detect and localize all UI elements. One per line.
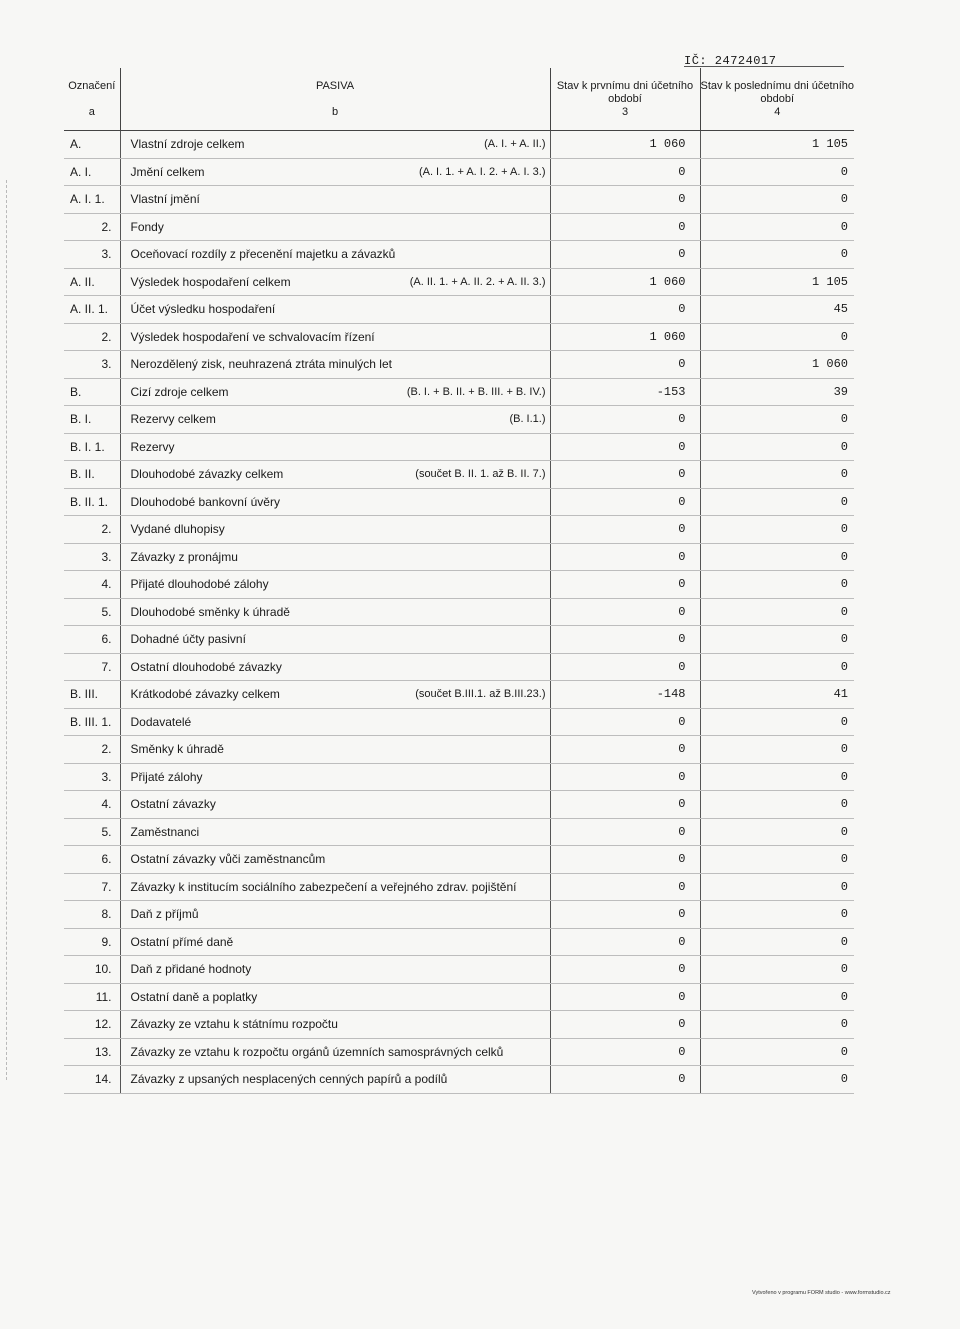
row-formula: (součet B.III.1. až B.III.23.): [415, 688, 546, 701]
row-label: Dlouhodobé závazky celkem: [130, 467, 284, 482]
ico-number: IČ: 24724017: [684, 54, 777, 68]
row-designation: B. I. 1.: [64, 433, 120, 461]
table-row: [64, 241, 854, 269]
table-row: [64, 296, 854, 324]
row-closing-value: 0: [700, 213, 854, 241]
table-row: [64, 131, 854, 159]
row-closing-value: 1 060: [700, 351, 854, 379]
table-row: [64, 543, 854, 571]
row-opening-value: 1 060: [550, 131, 700, 159]
row-label: Dlouhodobé směnky k úhradě: [130, 604, 290, 619]
row-description: [120, 571, 550, 599]
table-row: [64, 736, 854, 764]
table-row: [64, 791, 854, 819]
row-label: Směnky k úhradě: [130, 742, 224, 757]
row-label: Závazky z upsaných nesplacených cenných papírů a podílů: [130, 1072, 448, 1087]
row-designation: 5.: [64, 598, 120, 626]
row-designation: 13.: [64, 1038, 120, 1066]
row-label: Ostatní přímé daně: [130, 934, 234, 949]
row-designation: 2.: [64, 736, 120, 764]
row-opening-value: 0: [550, 1011, 700, 1039]
row-description: [120, 983, 550, 1011]
row-designation: 4.: [64, 791, 120, 819]
row-label: Zaměstnanci: [130, 824, 200, 839]
row-designation: 12.: [64, 1011, 120, 1039]
table-row: [64, 653, 854, 681]
row-opening-value: 1 060: [550, 268, 700, 296]
row-closing-value: 0: [700, 461, 854, 489]
table-row: [64, 406, 854, 434]
row-designation: A.: [64, 131, 120, 159]
row-label: Nerozdělený zisk, neuhrazená ztráta minulých let: [130, 357, 392, 372]
row-closing-value: 0: [700, 1066, 854, 1094]
row-label: Výsledek hospodaření celkem: [130, 274, 291, 289]
row-designation: 3.: [64, 351, 120, 379]
row-label: Dodavatelé: [130, 714, 192, 729]
row-description: [120, 1066, 550, 1094]
row-closing-value: 0: [700, 901, 854, 929]
row-opening-value: 0: [550, 1038, 700, 1066]
row-label: Fondy: [130, 219, 164, 234]
form-software-footer: Vytvořeno v programu FORM studio - www.formstudio.cz: [752, 1290, 891, 1296]
row-description: [120, 186, 550, 214]
header-closing-balance: Stav k poslednímu dni účetního období 4: [700, 68, 854, 131]
row-opening-value: 0: [550, 241, 700, 269]
row-label: Jmění celkem: [130, 164, 205, 179]
header-opening-balance: Stav k prvnímu dni účetního období 3: [550, 68, 700, 131]
row-closing-value: 0: [700, 708, 854, 736]
row-closing-value: 41: [700, 681, 854, 709]
row-opening-value: 0: [550, 1066, 700, 1094]
row-label: Ostatní závazky vůči zaměstnancům: [130, 852, 326, 867]
row-opening-value: 0: [550, 791, 700, 819]
row-description: [120, 653, 550, 681]
row-designation: B. III. 1.: [64, 708, 120, 736]
row-description: [120, 296, 550, 324]
row-label: Účet výsledku hospodaření: [130, 302, 276, 317]
row-description: [120, 516, 550, 544]
row-label: Rezervy: [130, 439, 175, 454]
row-closing-value: 0: [700, 818, 854, 846]
row-description: [120, 791, 550, 819]
row-label: Závazky z pronájmu: [130, 549, 238, 564]
row-description: [120, 488, 550, 516]
row-designation: B. II.: [64, 461, 120, 489]
row-designation: 7.: [64, 653, 120, 681]
row-closing-value: 0: [700, 791, 854, 819]
row-opening-value: 0: [550, 736, 700, 764]
row-label: Oceňovací rozdíly z přecenění majetku a závazků: [130, 247, 396, 262]
row-label: Ostatní závazky: [130, 797, 216, 812]
row-description: [120, 1038, 550, 1066]
table-row: [64, 928, 854, 956]
row-closing-value: 0: [700, 928, 854, 956]
row-description: [120, 543, 550, 571]
row-designation: 3.: [64, 543, 120, 571]
row-designation: 6.: [64, 846, 120, 874]
row-formula: (součet B. II. 1. až B. II. 7.): [415, 468, 546, 481]
row-designation: 14.: [64, 1066, 120, 1094]
row-closing-value: 0: [700, 543, 854, 571]
row-opening-value: 0: [550, 763, 700, 791]
row-description: [120, 268, 550, 296]
row-opening-value: 0: [550, 928, 700, 956]
row-closing-value: 0: [700, 488, 854, 516]
row-closing-value: 0: [700, 1011, 854, 1039]
row-closing-value: 0: [700, 598, 854, 626]
row-description: [120, 736, 550, 764]
row-description: [120, 873, 550, 901]
row-description: [120, 626, 550, 654]
table-row: [64, 213, 854, 241]
table-row: [64, 626, 854, 654]
row-closing-value: 0: [700, 241, 854, 269]
table-row: [64, 873, 854, 901]
row-opening-value: 0: [550, 461, 700, 489]
row-label: Výsledek hospodaření ve schvalovacím řízení: [130, 329, 375, 344]
table-header-row: [64, 68, 854, 131]
row-designation: 2.: [64, 516, 120, 544]
row-opening-value: 0: [550, 873, 700, 901]
row-label: Daň z přidané hodnoty: [130, 962, 252, 977]
row-description: [120, 763, 550, 791]
header-liabilities: PASIVA b: [120, 68, 550, 131]
row-description: [120, 433, 550, 461]
row-description: [120, 213, 550, 241]
row-opening-value: 0: [550, 708, 700, 736]
row-closing-value: 0: [700, 1038, 854, 1066]
row-opening-value: 0: [550, 543, 700, 571]
row-closing-value: 0: [700, 846, 854, 874]
row-opening-value: 0: [550, 626, 700, 654]
row-label: Ostatní dlouhodobé závazky: [130, 659, 282, 674]
row-description: [120, 406, 550, 434]
row-designation: 7.: [64, 873, 120, 901]
table-row: [64, 846, 854, 874]
table-row: [64, 378, 854, 406]
row-description: [120, 351, 550, 379]
row-opening-value: 0: [550, 158, 700, 186]
row-formula: (A. I. 1. + A. I. 2. + A. I. 3.): [418, 165, 546, 178]
row-label: Závazky ze vztahu k rozpočtu orgánů územních samosprávných celků: [130, 1044, 504, 1059]
row-description: [120, 681, 550, 709]
row-opening-value: 0: [550, 956, 700, 984]
row-designation: 10.: [64, 956, 120, 984]
row-designation: B. I.: [64, 406, 120, 434]
row-designation: B.: [64, 378, 120, 406]
row-description: [120, 901, 550, 929]
row-label: Přijaté dlouhodobé zálohy: [130, 577, 269, 592]
row-designation: 2.: [64, 323, 120, 351]
row-designation: 3.: [64, 763, 120, 791]
row-label: Vlastní zdroje celkem: [130, 137, 245, 152]
row-opening-value: -148: [550, 681, 700, 709]
row-opening-value: 0: [550, 186, 700, 214]
row-opening-value: 0: [550, 901, 700, 929]
table-row: [64, 571, 854, 599]
header-designation: Označení a: [64, 68, 120, 131]
row-opening-value: 0: [550, 488, 700, 516]
row-closing-value: 39: [700, 378, 854, 406]
row-designation: 9.: [64, 928, 120, 956]
row-formula: (B. I.1.): [509, 413, 546, 426]
table-row: [64, 461, 854, 489]
row-opening-value: 0: [550, 846, 700, 874]
row-description: [120, 158, 550, 186]
row-designation: A. II.: [64, 268, 120, 296]
row-opening-value: 0: [550, 406, 700, 434]
table-row: [64, 488, 854, 516]
row-designation: 3.: [64, 241, 120, 269]
table-row: [64, 268, 854, 296]
row-closing-value: 0: [700, 158, 854, 186]
row-description: [120, 131, 550, 159]
row-closing-value: 1 105: [700, 131, 854, 159]
table-row: [64, 818, 854, 846]
row-description: [120, 1011, 550, 1039]
table-row: [64, 763, 854, 791]
row-closing-value: 0: [700, 571, 854, 599]
ico-underline: [684, 66, 844, 67]
row-opening-value: 0: [550, 351, 700, 379]
table-row: [64, 433, 854, 461]
table-row: [64, 323, 854, 351]
row-closing-value: 45: [700, 296, 854, 324]
table-row: [64, 186, 854, 214]
row-label: Dlouhodobé bankovní úvěry: [130, 494, 280, 509]
row-description: [120, 323, 550, 351]
table-row: [64, 983, 854, 1011]
row-opening-value: -153: [550, 378, 700, 406]
row-description: [120, 846, 550, 874]
row-description: [120, 461, 550, 489]
row-designation: B. III.: [64, 681, 120, 709]
row-description: [120, 241, 550, 269]
row-designation: 8.: [64, 901, 120, 929]
row-description: [120, 708, 550, 736]
row-closing-value: 0: [700, 736, 854, 764]
row-label: Závazky ze vztahu k státnímu rozpočtu: [130, 1017, 338, 1032]
row-label: Daň z příjmů: [130, 907, 199, 922]
row-label: Ostatní daně a poplatky: [130, 989, 258, 1004]
row-label: Rezervy celkem: [130, 412, 216, 427]
row-label: Přijaté zálohy: [130, 769, 203, 784]
row-closing-value: 1 105: [700, 268, 854, 296]
row-description: [120, 956, 550, 984]
row-closing-value: 0: [700, 433, 854, 461]
row-designation: B. II. 1.: [64, 488, 120, 516]
row-description: [120, 928, 550, 956]
row-opening-value: 1 060: [550, 323, 700, 351]
table-row: [64, 598, 854, 626]
row-description: [120, 378, 550, 406]
row-opening-value: 0: [550, 653, 700, 681]
table-row: [64, 901, 854, 929]
row-designation: 6.: [64, 626, 120, 654]
table-row: [64, 1066, 854, 1094]
row-closing-value: 0: [700, 653, 854, 681]
table-row: [64, 158, 854, 186]
row-opening-value: 0: [550, 433, 700, 461]
row-closing-value: 0: [700, 516, 854, 544]
row-opening-value: 0: [550, 296, 700, 324]
row-designation: A. II. 1.: [64, 296, 120, 324]
row-label: Vlastní jmění: [130, 192, 200, 207]
scan-edge-mark: [6, 180, 7, 1080]
row-opening-value: 0: [550, 213, 700, 241]
row-label: Vydané dluhopisy: [130, 522, 225, 537]
row-closing-value: 0: [700, 763, 854, 791]
row-designation: A. I.: [64, 158, 120, 186]
table-row: [64, 956, 854, 984]
row-closing-value: 0: [700, 186, 854, 214]
table-row: [64, 708, 854, 736]
row-closing-value: 0: [700, 956, 854, 984]
row-formula: (A. I. + A. II.): [484, 138, 546, 151]
row-label: Závazky k institucím sociálního zabezpečení a veřejného zdrav. pojištění: [130, 879, 517, 894]
row-closing-value: 0: [700, 626, 854, 654]
table-row: [64, 351, 854, 379]
row-designation: 11.: [64, 983, 120, 1011]
row-designation: 4.: [64, 571, 120, 599]
row-closing-value: 0: [700, 983, 854, 1011]
table-row: [64, 1038, 854, 1066]
row-opening-value: 0: [550, 516, 700, 544]
row-description: [120, 598, 550, 626]
row-closing-value: 0: [700, 873, 854, 901]
row-opening-value: 0: [550, 598, 700, 626]
row-designation: 2.: [64, 213, 120, 241]
row-closing-value: 0: [700, 406, 854, 434]
row-label: Dohadné účty pasivní: [130, 632, 246, 647]
row-description: [120, 818, 550, 846]
row-designation: 5.: [64, 818, 120, 846]
row-designation: A. I. 1.: [64, 186, 120, 214]
row-formula: (A. II. 1. + A. II. 2. + A. II. 3.): [409, 275, 546, 288]
row-opening-value: 0: [550, 571, 700, 599]
row-opening-value: 0: [550, 983, 700, 1011]
row-opening-value: 0: [550, 818, 700, 846]
balance-sheet-liabilities-table: [64, 68, 854, 1094]
table-row: [64, 681, 854, 709]
row-formula: (B. I. + B. II. + B. III. + B. IV.): [406, 385, 546, 398]
row-label: Cizí zdroje celkem: [130, 384, 229, 399]
table-row: [64, 1011, 854, 1039]
table-row: [64, 516, 854, 544]
row-label: Krátkodobé závazky celkem: [130, 687, 280, 702]
row-closing-value: 0: [700, 323, 854, 351]
